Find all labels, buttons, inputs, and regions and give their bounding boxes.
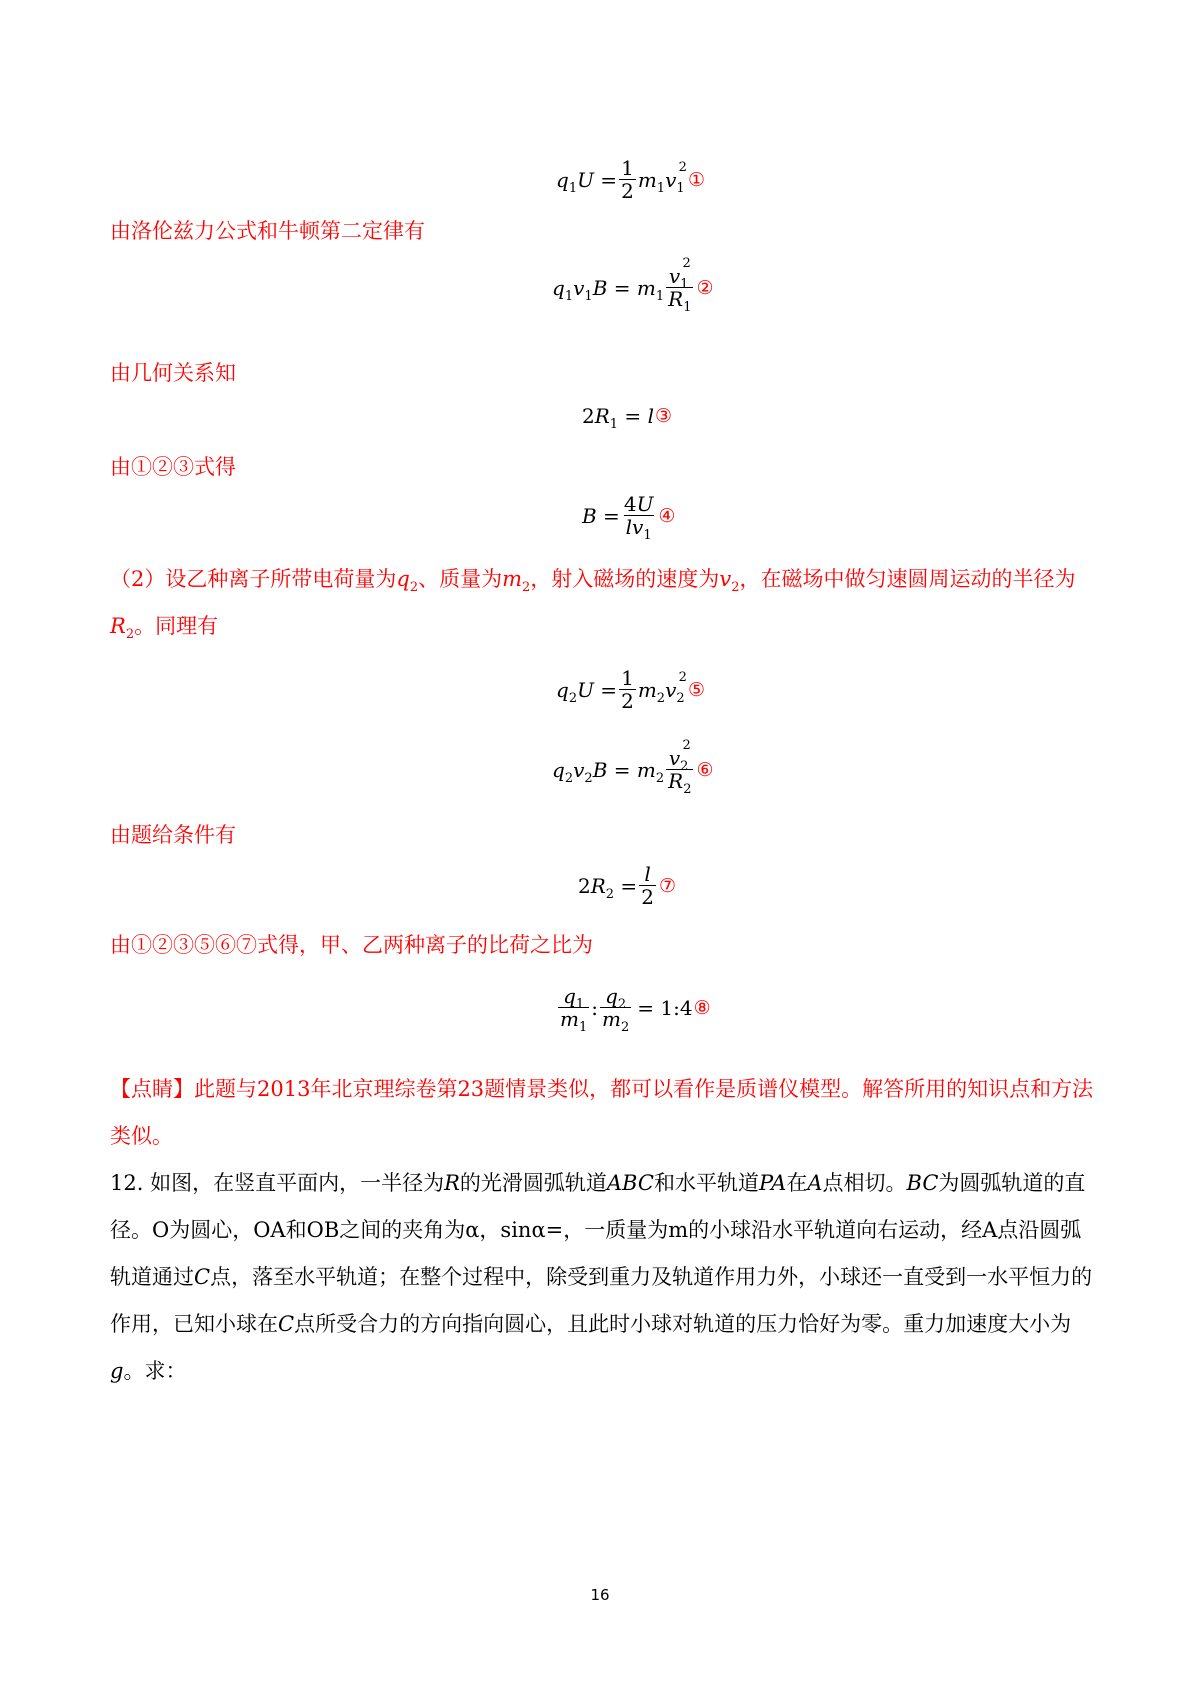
paragraph-from-123: 由①②③式得 <box>110 455 236 479</box>
eq7-lhs-coefficient: 2 <box>578 873 591 898</box>
equation-tag: ④ <box>658 504 676 527</box>
question-12: 12. 如图，在竖直平面内，一半径为R的光滑圆弧轨道ABC和水平轨道PA在A点相切。BC为圆弧轨道的直径。O为圆心，OA和OB之间的夹角为α，sinα=，一质量为m的小球沿水平轨道向右运动，经A点沿圆弧轨道通过C点，落至水平轨道；在整个过程中，除受到重力及轨道作用力外，小球还一直受到一水平恒力的作用，已知小球在C点所受合力的方向指向圆心，且此时小球对轨道的压力恰好为零。重力加速度大小为g。求： <box>110 1171 1093 1383</box>
paragraph-given-conditions: 由题给条件有 <box>110 823 236 847</box>
page-number: 16 <box>590 1586 610 1604</box>
equation-tag: ② <box>696 276 714 299</box>
paragraph-ion-b: （2）设乙种离子所带电荷量为$q_2$、质量为$m_2$，射入磁场的速度为$v_2$，在磁场中做匀速圆周运动的半径为 $R_2$。同理有 <box>110 567 1076 643</box>
paragraph-lorentz: 由洛伦兹力公式和牛顿第二定律有 <box>110 219 425 243</box>
eq3-lhs-coefficient: 2 <box>582 404 595 428</box>
equation-tag: ⑧ <box>693 996 711 1019</box>
equation-tag: ⑤ <box>687 678 705 701</box>
equation-tag: ⑦ <box>658 874 676 897</box>
paragraph-comment: 【点睛】此题与2013年北京理综卷第23题情景类似，都可以看作是质谱仪模型。解答所用的知识点和方法类似。 <box>110 1077 1094 1148</box>
equation-tag: ⑥ <box>696 758 714 781</box>
equation-tag: ③ <box>654 405 673 427</box>
paragraph-ratio: 由①②③⑤⑥⑦式得，甲、乙两种离子的比荷之比为 <box>110 933 593 957</box>
ratio-result: = 1:4 <box>637 995 693 1020</box>
equation-tag: ① <box>687 168 705 191</box>
paragraph-geometry: 由几何关系知 <box>110 361 236 385</box>
